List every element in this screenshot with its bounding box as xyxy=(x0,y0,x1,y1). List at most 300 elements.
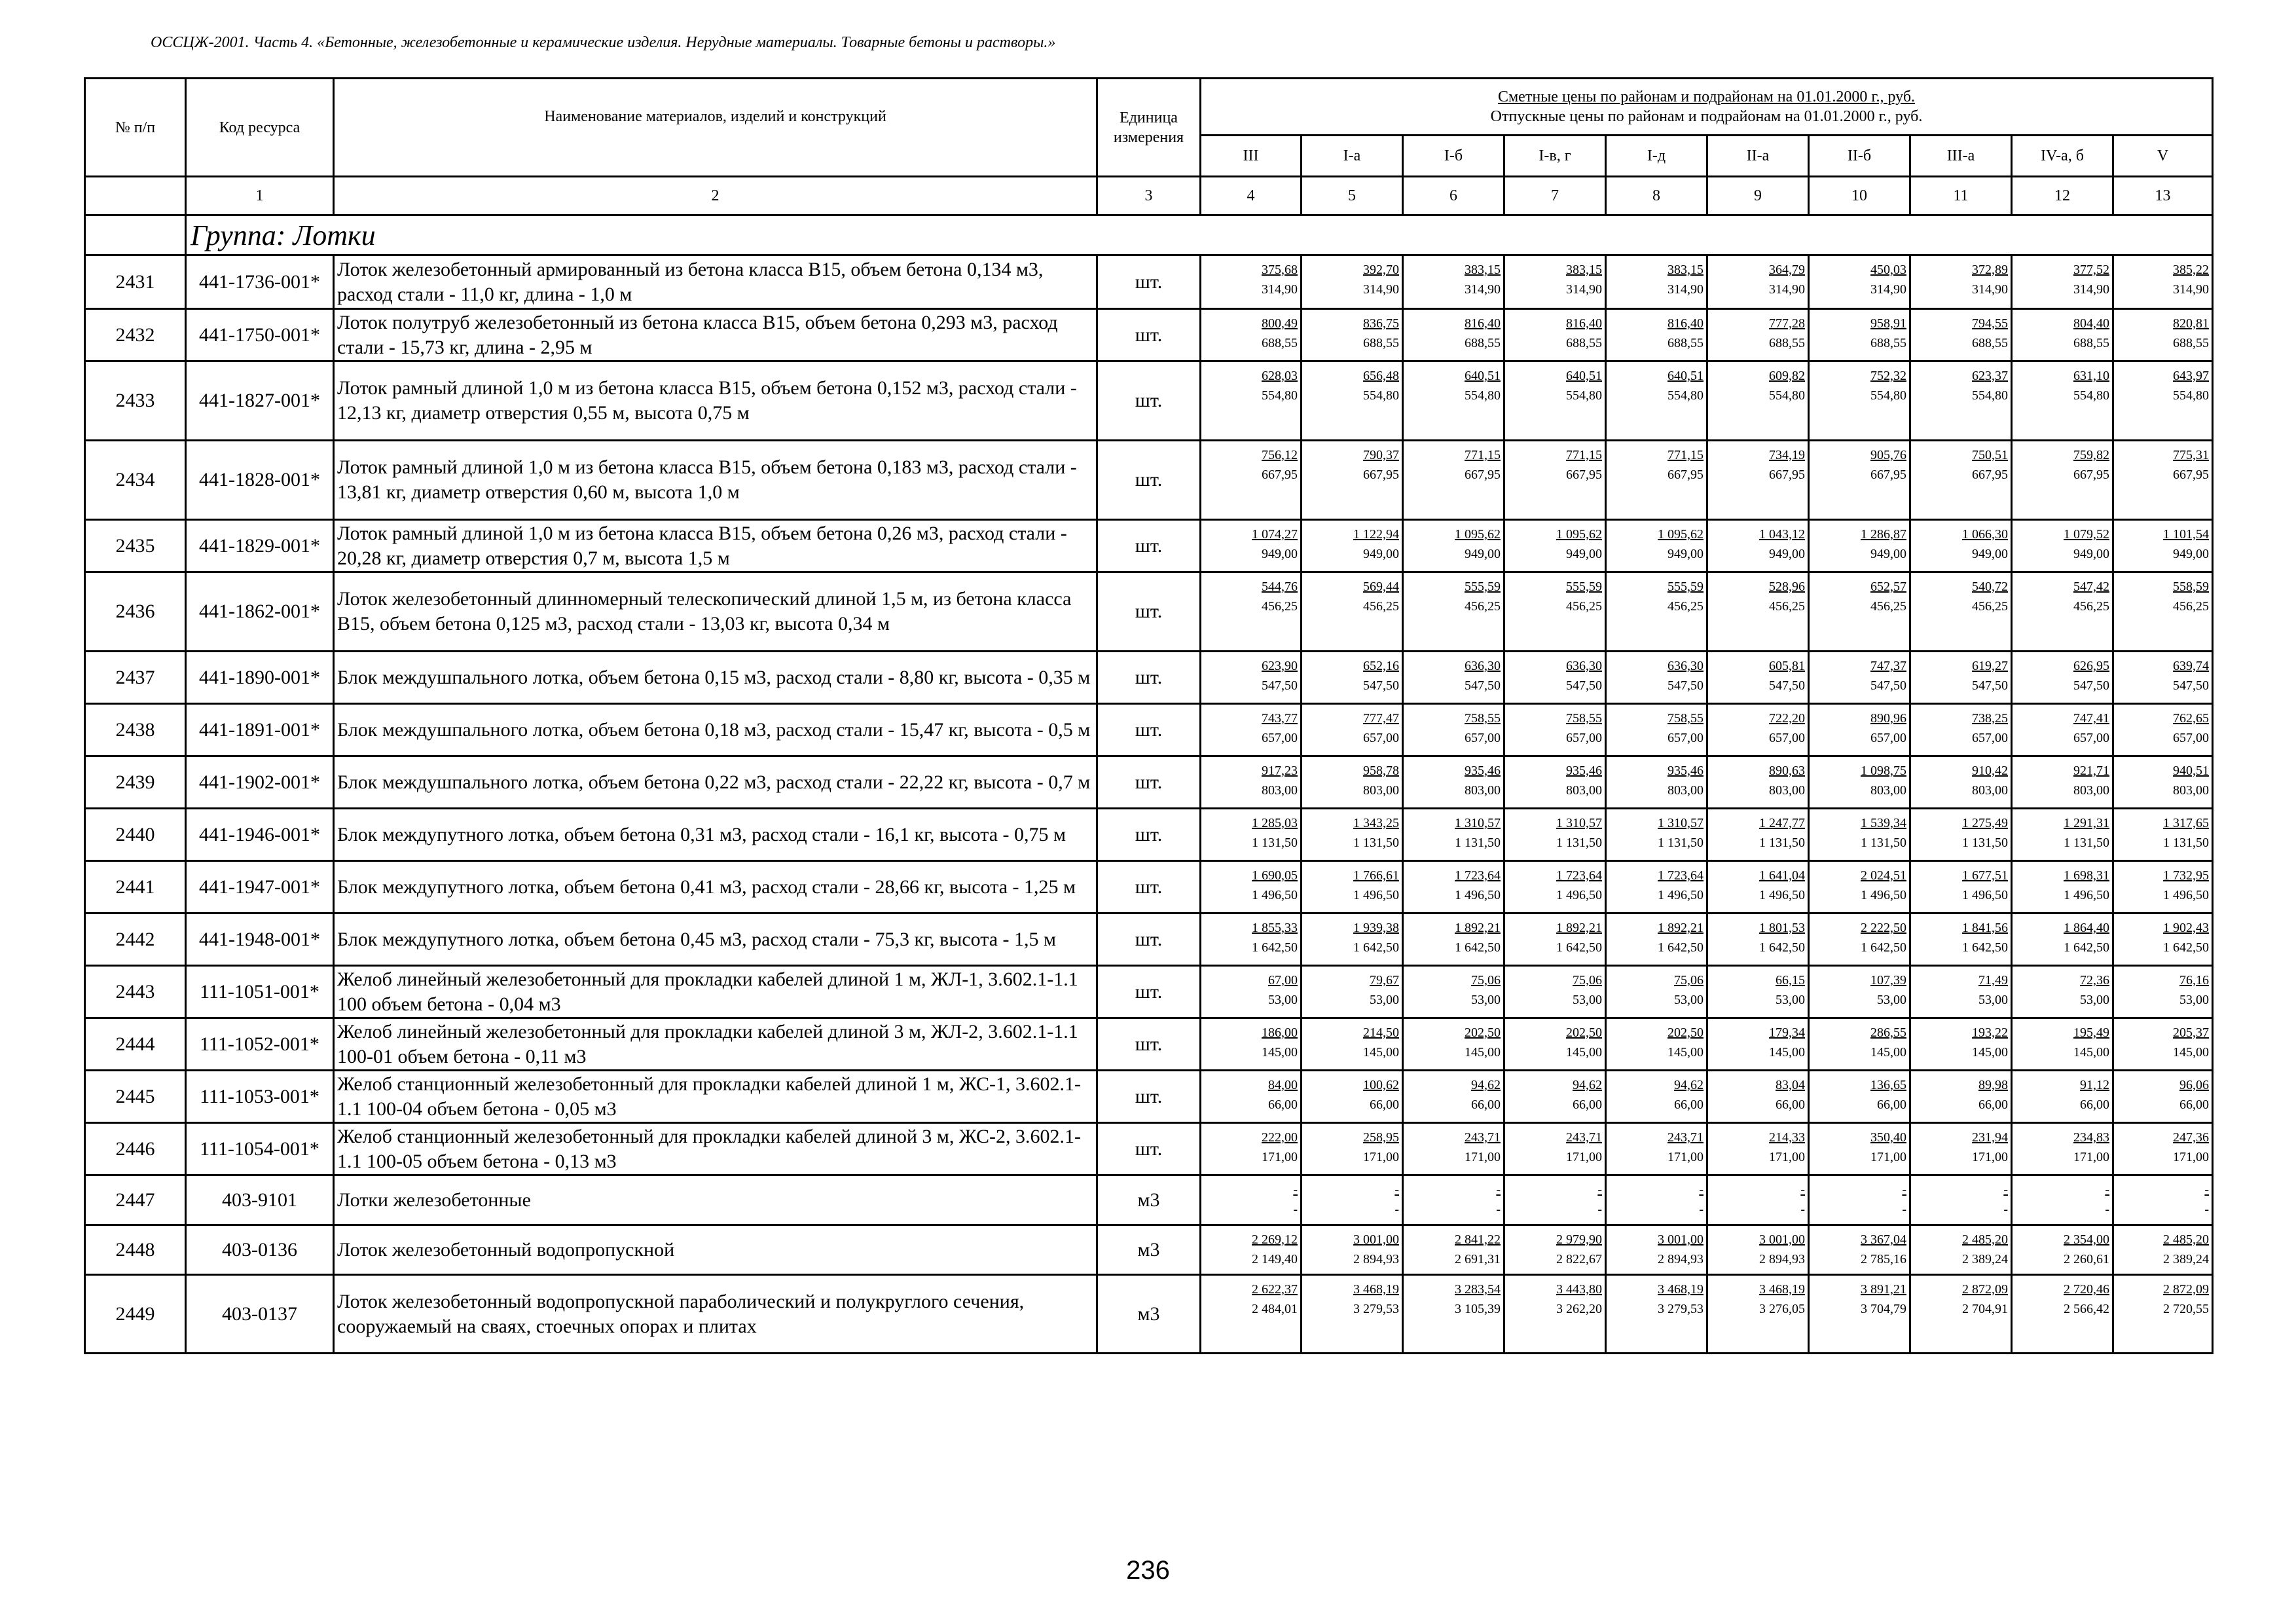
material-name: Желоб станционный железобетонный для прокладки кабелей длиной 3 м, ЖС-2, 3.602.1-1.1 100-05 объем бетона - 0,13 м3 xyxy=(334,1123,1097,1175)
price-cell xyxy=(1606,1071,1707,1123)
release-price: 1 642,50 xyxy=(1759,940,1805,955)
price-cell xyxy=(1809,1175,1910,1225)
price-cell xyxy=(1504,572,1606,652)
price-cell xyxy=(1302,572,1403,652)
estimate-price: 1 641,04 xyxy=(1759,868,1805,883)
price-cell xyxy=(2113,520,2213,572)
estimate-price: 383,15 xyxy=(1465,263,1501,277)
estimate-price: 758,55 xyxy=(1667,711,1704,726)
row-number: 2444 xyxy=(85,1018,186,1071)
price-cell xyxy=(1910,1275,2012,1354)
price-cell xyxy=(1606,966,1707,1018)
release-price: 2 720,55 xyxy=(2163,1302,2210,1316)
table-row xyxy=(85,255,2213,309)
release-price: 2 822,67 xyxy=(1556,1252,1602,1266)
resource-code: 441-1750-001* xyxy=(186,309,334,361)
unit-of-measure: шт. xyxy=(1097,1018,1201,1071)
material-name: Блок междупутного лотка, объем бетона 0,31 м3, расход стали - 16,1 кг, высота - 0,75 м xyxy=(334,809,1097,861)
estimate-price: 94,62 xyxy=(1573,1078,1602,1092)
release-price: 1 496,50 xyxy=(2064,888,2109,902)
release-price: 1 496,50 xyxy=(1556,888,1602,902)
price-cell xyxy=(1606,309,1707,361)
price-cell xyxy=(2113,309,2213,361)
release-price: 66,00 xyxy=(1877,1098,1906,1112)
price-cell xyxy=(1606,1018,1707,1071)
price-cell xyxy=(1403,1071,1504,1123)
column-number: 5 xyxy=(1302,177,1403,215)
estimate-price: - xyxy=(1597,1183,1602,1197)
price-cell xyxy=(2012,861,2113,913)
price-cell xyxy=(1910,1225,2012,1275)
price-cell xyxy=(1302,913,1403,966)
price-cell xyxy=(1504,1275,1606,1354)
row-number: 2431 xyxy=(85,255,186,309)
page-header: ОССЦЖ-2001. Часть 4. «Бетонные, железобетонные и керамические изделия. Нерудные материалы. Товарные бетоны и растворы.» xyxy=(151,34,1056,51)
unit-of-measure: шт. xyxy=(1097,861,1201,913)
price-cell xyxy=(1504,1071,1606,1123)
release-price: 1 496,50 xyxy=(1658,888,1704,902)
estimate-price: 375,68 xyxy=(1262,263,1298,277)
resource-code: 441-1891-001* xyxy=(186,704,334,756)
estimate-price: 1 855,33 xyxy=(1252,921,1298,935)
price-cell xyxy=(2113,361,2213,441)
price-cell xyxy=(2012,756,2113,809)
release-price: 3 105,39 xyxy=(1455,1302,1501,1316)
estimate-price: - xyxy=(1293,1183,1298,1197)
release-price: 1 131,50 xyxy=(2163,836,2210,850)
table-row xyxy=(85,1225,2213,1275)
estimate-price: 558,59 xyxy=(2173,580,2210,594)
estimate-price: 2 485,20 xyxy=(2163,1232,2210,1247)
price-cell xyxy=(1606,520,1707,572)
release-price: 949,00 xyxy=(1769,547,1805,561)
region-header: I-б xyxy=(1403,136,1504,177)
region-header: III-а xyxy=(1910,136,2012,177)
estimate-price: 921,71 xyxy=(2073,764,2109,778)
release-price: 803,00 xyxy=(2173,783,2210,798)
price-cell xyxy=(1403,966,1504,1018)
column-number: 7 xyxy=(1504,177,1606,215)
price-cell xyxy=(1504,361,1606,441)
release-price: 171,00 xyxy=(1667,1150,1704,1164)
estimate-price: 193,22 xyxy=(1972,1025,2008,1040)
estimate-price: 1 310,57 xyxy=(1556,816,1602,830)
release-price: 1 642,50 xyxy=(1861,940,1906,955)
release-price: - xyxy=(1800,1202,1805,1217)
estimate-price: 1 043,12 xyxy=(1759,527,1805,542)
release-price: 66,00 xyxy=(2080,1098,2109,1112)
column-number: 8 xyxy=(1606,177,1707,215)
estimate-price: 107,39 xyxy=(1870,973,1906,987)
release-price: 1 131,50 xyxy=(1759,836,1805,850)
release-price: 1 496,50 xyxy=(2163,888,2210,902)
column-number: 9 xyxy=(1707,177,1809,215)
estimate-price: 2 024,51 xyxy=(1861,868,1906,883)
price-cell xyxy=(2012,652,2113,704)
price-cell xyxy=(2113,1275,2213,1354)
table-row xyxy=(85,361,2213,441)
release-price: 657,00 xyxy=(1667,731,1704,745)
estimate-price: 1 101,54 xyxy=(2163,527,2210,542)
price-cell xyxy=(1606,441,1707,520)
unit-of-measure: шт. xyxy=(1097,255,1201,309)
material-name: Лоток железобетонный армированный из бетона класса В15, объем бетона 0,134 м3, расход стали - 11,0 кг, длина - 1,0 м xyxy=(334,255,1097,309)
release-price: 547,50 xyxy=(1465,678,1501,693)
release-price: 314,90 xyxy=(1769,282,1805,297)
estimate-price: 555,59 xyxy=(1667,580,1704,594)
price-cell xyxy=(1504,255,1606,309)
price-cell xyxy=(2113,652,2213,704)
estimate-price: 771,15 xyxy=(1566,448,1602,462)
material-name: Лоток железобетонный водопропускной xyxy=(334,1225,1097,1275)
estimate-price: 800,49 xyxy=(1262,316,1298,331)
price-cell xyxy=(2012,520,2113,572)
price-cell xyxy=(1302,704,1403,756)
material-name: Лоток рамный длиной 1,0 м из бетона класса В15, объем бетона 0,183 м3, расход стали - 13,81 кг, диаметр отверстия 0,60 м, высота 1,0 м xyxy=(334,441,1097,520)
price-cell xyxy=(2113,913,2213,966)
estimate-price: 759,82 xyxy=(2073,448,2109,462)
unit-of-measure: шт. xyxy=(1097,966,1201,1018)
release-price: 657,00 xyxy=(1972,731,2008,745)
price-cell xyxy=(1504,1018,1606,1071)
release-price: 1 496,50 xyxy=(1861,888,1906,902)
release-price: 171,00 xyxy=(1363,1150,1399,1164)
release-price: 657,00 xyxy=(1769,731,1805,745)
price-cell xyxy=(2012,966,2113,1018)
release-price: 1 131,50 xyxy=(1861,836,1906,850)
estimate-price: 2 222,50 xyxy=(1861,921,1906,935)
release-price: 2 260,61 xyxy=(2064,1252,2109,1266)
estimate-price: 76,16 xyxy=(2179,973,2210,987)
release-price: 667,95 xyxy=(1667,468,1704,482)
price-cell xyxy=(2012,1071,2113,1123)
material-name: Желоб линейный железобетонный для прокладки кабелей длиной 1 м, ЖЛ-1, 3.602.1-1.1 100 объем бетона - 0,04 м3 xyxy=(334,966,1097,1018)
estimate-price: 1 095,62 xyxy=(1556,527,1602,542)
estimate-price: 243,71 xyxy=(1566,1130,1602,1145)
release-price: 1 131,50 xyxy=(1658,836,1704,850)
release-price: 314,90 xyxy=(1363,282,1399,297)
release-price: 1 642,50 xyxy=(1556,940,1602,955)
price-cell xyxy=(1201,1225,1302,1275)
price-cell xyxy=(2012,704,2113,756)
estimate-price: 747,37 xyxy=(1870,659,1906,673)
row-number: 2448 xyxy=(85,1225,186,1275)
price-cell xyxy=(1504,1123,1606,1175)
release-price: 53,00 xyxy=(2179,993,2210,1007)
release-price: 456,25 xyxy=(2073,599,2109,614)
price-cell xyxy=(1606,704,1707,756)
material-name: Блок междушпального лотка, объем бетона 0,15 м3, расход стали - 8,80 кг, высота - 0,35 м xyxy=(334,652,1097,704)
price-cell xyxy=(2113,1175,2213,1225)
estimate-price: 1 732,95 xyxy=(2163,868,2210,883)
estimate-price: 958,91 xyxy=(1870,316,1906,331)
release-price: 657,00 xyxy=(2173,731,2210,745)
price-cell xyxy=(1910,966,2012,1018)
release-price: 1 131,50 xyxy=(1455,836,1501,850)
price-cell xyxy=(1201,1175,1302,1225)
release-price: 53,00 xyxy=(1877,993,1906,1007)
resource-code: 111-1051-001* xyxy=(186,966,334,1018)
unit-of-measure: м3 xyxy=(1097,1275,1201,1354)
release-price: 145,00 xyxy=(1566,1045,1602,1060)
release-price: 803,00 xyxy=(1363,783,1399,798)
table-row xyxy=(85,441,2213,520)
estimate-price: 1 698,31 xyxy=(2064,868,2109,883)
price-cell xyxy=(2113,861,2213,913)
estimate-price: 1 095,62 xyxy=(1658,527,1704,542)
row-number: 2447 xyxy=(85,1175,186,1225)
unit-of-measure: шт. xyxy=(1097,756,1201,809)
prices-release-label: Отпускные цены по районам и подрайонам на 01.01.2000 г., руб. xyxy=(1490,108,1923,125)
release-price: 554,80 xyxy=(1769,388,1805,403)
release-price: 547,50 xyxy=(1566,678,1602,693)
estimate-price: 179,34 xyxy=(1769,1025,1805,1040)
estimate-price: 1 892,21 xyxy=(1658,921,1704,935)
col-unit-header: Единица измерения xyxy=(1097,79,1201,177)
estimate-price: 1 079,52 xyxy=(2064,527,2109,542)
estimate-price: 89,98 xyxy=(1978,1078,2008,1092)
release-price: 66,00 xyxy=(1471,1098,1501,1112)
price-cell xyxy=(1910,309,2012,361)
estimate-price: 756,12 xyxy=(1262,448,1298,462)
price-cell xyxy=(1201,361,1302,441)
price-cell xyxy=(1606,913,1707,966)
estimate-price: - xyxy=(1902,1183,1906,1197)
estimate-price: 1 723,64 xyxy=(1455,868,1501,883)
estimate-price: 555,59 xyxy=(1566,580,1602,594)
table-row xyxy=(85,520,2213,572)
estimate-price: 3 468,19 xyxy=(1658,1282,1704,1297)
row-number: 2443 xyxy=(85,966,186,1018)
price-cell xyxy=(1910,913,2012,966)
price-cell xyxy=(1201,913,1302,966)
release-price: 1 642,50 xyxy=(1353,940,1399,955)
estimate-price: 958,78 xyxy=(1363,764,1399,778)
release-price: 1 131,50 xyxy=(1962,836,2008,850)
estimate-price: 79,67 xyxy=(1370,973,1399,987)
release-price: 456,25 xyxy=(2173,599,2210,614)
estimate-price: 743,77 xyxy=(1262,711,1298,726)
page-number: 236 xyxy=(1126,1556,1170,1585)
estimate-price: 3 367,04 xyxy=(1861,1232,1906,1247)
release-price: - xyxy=(1293,1202,1298,1217)
release-price: 53,00 xyxy=(1776,993,1805,1007)
material-name: Лотки железобетонные xyxy=(334,1175,1097,1225)
estimate-price: - xyxy=(1496,1183,1501,1197)
release-price: 667,95 xyxy=(1769,468,1805,482)
release-price: 53,00 xyxy=(1674,993,1704,1007)
price-cell xyxy=(2012,1018,2113,1071)
release-price: - xyxy=(2105,1202,2109,1217)
estimate-price: 640,51 xyxy=(1566,369,1602,383)
group-row-spacer xyxy=(85,215,186,255)
release-price: 53,00 xyxy=(1471,993,1501,1007)
row-number: 2435 xyxy=(85,520,186,572)
estimate-price: 722,20 xyxy=(1769,711,1805,726)
row-number: 2436 xyxy=(85,572,186,652)
release-price: 314,90 xyxy=(2073,282,2109,297)
estimate-price: 917,23 xyxy=(1262,764,1298,778)
price-cell xyxy=(2113,756,2213,809)
price-cell xyxy=(1707,704,1809,756)
price-cell xyxy=(1809,652,1910,704)
price-cell xyxy=(1809,1018,1910,1071)
resource-code: 403-9101 xyxy=(186,1175,334,1225)
release-price: 66,00 xyxy=(1268,1098,1298,1112)
release-price: 2 389,24 xyxy=(2163,1252,2210,1266)
price-cell xyxy=(1403,520,1504,572)
resource-code: 441-1736-001* xyxy=(186,255,334,309)
price-cell xyxy=(1201,520,1302,572)
price-cell xyxy=(1606,1123,1707,1175)
price-cell xyxy=(1302,309,1403,361)
estimate-price: 777,47 xyxy=(1363,711,1399,726)
release-price: 171,00 xyxy=(1972,1150,2008,1164)
estimate-price: 1 286,87 xyxy=(1861,527,1906,542)
estimate-price: 234,83 xyxy=(2073,1130,2109,1145)
material-name: Лоток рамный длиной 1,0 м из бетона класса В15, объем бетона 0,26 м3, расход стали - 20,28 кг, диаметр отверстия 0,7 м, высота 1,5 м xyxy=(334,520,1097,572)
estimate-price: 836,75 xyxy=(1363,316,1399,331)
release-price: 171,00 xyxy=(2173,1150,2210,1164)
release-price: 688,55 xyxy=(1566,336,1602,350)
estimate-price: 940,51 xyxy=(2173,764,2210,778)
release-price: 667,95 xyxy=(1972,468,2008,482)
unit-of-measure: шт. xyxy=(1097,1123,1201,1175)
estimate-price: 734,19 xyxy=(1769,448,1805,462)
estimate-price: 195,49 xyxy=(2073,1025,2109,1040)
price-cell xyxy=(1403,441,1504,520)
price-cell xyxy=(1910,1123,2012,1175)
release-price: 2 894,93 xyxy=(1759,1252,1805,1266)
estimate-price: 258,95 xyxy=(1363,1130,1399,1145)
release-price: 2 785,16 xyxy=(1861,1252,1906,1266)
price-cell xyxy=(1910,1071,2012,1123)
release-price: 554,80 xyxy=(1870,388,1906,403)
price-cell xyxy=(1504,756,1606,809)
release-price: 3 279,53 xyxy=(1353,1302,1399,1316)
row-number: 2438 xyxy=(85,704,186,756)
price-cell xyxy=(1504,441,1606,520)
release-price: 145,00 xyxy=(1972,1045,2008,1060)
region-header: V xyxy=(2113,136,2213,177)
price-cell xyxy=(1809,520,1910,572)
price-cell xyxy=(1606,652,1707,704)
estimate-price: 1 892,21 xyxy=(1556,921,1602,935)
region-header: I-а xyxy=(1302,136,1403,177)
release-price: 456,25 xyxy=(1262,599,1298,614)
price-cell xyxy=(2113,1225,2213,1275)
release-price: 688,55 xyxy=(1465,336,1501,350)
estimate-price: 1 247,77 xyxy=(1759,816,1805,830)
estimate-price: 1 310,57 xyxy=(1658,816,1704,830)
estimate-price: 652,57 xyxy=(1870,580,1906,594)
price-cell xyxy=(1403,255,1504,309)
price-cell xyxy=(1201,966,1302,1018)
price-cell xyxy=(1504,913,1606,966)
estimate-price: 656,48 xyxy=(1363,369,1399,383)
column-number: 3 xyxy=(1097,177,1201,215)
estimate-price: 1 841,56 xyxy=(1962,921,2008,935)
release-price: 547,50 xyxy=(1769,678,1805,693)
price-cell xyxy=(1910,441,2012,520)
estimate-price: 636,30 xyxy=(1465,659,1501,673)
release-price: - xyxy=(2204,1202,2210,1217)
estimate-price: 1 690,05 xyxy=(1252,868,1298,883)
price-cell xyxy=(1809,861,1910,913)
price-cell xyxy=(1201,309,1302,361)
estimate-price: 1 723,64 xyxy=(1556,868,1602,883)
unit-of-measure: м3 xyxy=(1097,1225,1201,1275)
material-name: Блок междупутного лотка, объем бетона 0,41 м3, расход стали - 28,66 кг, высота - 1,25 м xyxy=(334,861,1097,913)
release-price: 53,00 xyxy=(1978,993,2008,1007)
material-name: Блок междушпального лотка, объем бетона 0,18 м3, расход стали - 15,47 кг, высота - 0,5 м xyxy=(334,704,1097,756)
resource-code: 441-1902-001* xyxy=(186,756,334,809)
estimate-price: 364,79 xyxy=(1769,263,1805,277)
estimate-price: 2 269,12 xyxy=(1252,1232,1298,1247)
release-price: 667,95 xyxy=(1566,468,1602,482)
release-price: 688,55 xyxy=(1972,336,2008,350)
price-cell xyxy=(1504,704,1606,756)
estimate-price: 377,52 xyxy=(2073,263,2109,277)
release-price: - xyxy=(1699,1202,1704,1217)
price-cell xyxy=(1504,809,1606,861)
estimate-price: 1 285,03 xyxy=(1252,816,1298,830)
resource-code: 403-0137 xyxy=(186,1275,334,1354)
price-cell xyxy=(1201,572,1302,652)
price-cell xyxy=(1910,756,2012,809)
release-price: 554,80 xyxy=(1667,388,1704,403)
price-cell xyxy=(2113,809,2213,861)
price-cell xyxy=(2012,572,2113,652)
price-cell xyxy=(1910,361,2012,441)
table-row xyxy=(85,809,2213,861)
release-price: 2 691,31 xyxy=(1455,1252,1501,1266)
release-price: 66,00 xyxy=(1573,1098,1602,1112)
price-cell xyxy=(1606,255,1707,309)
release-price: 456,25 xyxy=(1566,599,1602,614)
material-name: Желоб станционный железобетонный для прокладки кабелей длиной 1 м, ЖС-1, 3.602.1-1.1 100-04 объем бетона - 0,05 м3 xyxy=(334,1071,1097,1123)
estimate-price: 626,95 xyxy=(2073,659,2109,673)
price-cell xyxy=(1302,255,1403,309)
estimate-price: 3 468,19 xyxy=(1759,1282,1805,1297)
estimate-price: 605,81 xyxy=(1769,659,1805,673)
release-price: 688,55 xyxy=(2173,336,2210,350)
price-cell xyxy=(2012,255,2113,309)
price-cell xyxy=(1707,756,1809,809)
price-cell xyxy=(1606,361,1707,441)
release-price: 688,55 xyxy=(1262,336,1298,350)
price-cell xyxy=(1302,361,1403,441)
estimate-price: 2 622,37 xyxy=(1252,1282,1298,1297)
estimate-price: 450,03 xyxy=(1870,263,1906,277)
release-price: 657,00 xyxy=(1870,731,1906,745)
price-table xyxy=(84,77,2214,1354)
table-row xyxy=(85,652,2213,704)
release-price: 145,00 xyxy=(1870,1045,1906,1060)
group-row xyxy=(85,215,2213,255)
price-cell xyxy=(1302,652,1403,704)
release-price: 145,00 xyxy=(2173,1045,2210,1060)
release-price: 803,00 xyxy=(1465,783,1501,798)
estimate-price: 528,96 xyxy=(1769,580,1805,594)
release-price: 1 496,50 xyxy=(1962,888,2008,902)
estimate-price: 747,41 xyxy=(2073,711,2109,726)
release-price: 949,00 xyxy=(1363,547,1399,561)
release-price: 547,50 xyxy=(1262,678,1298,693)
release-price: 53,00 xyxy=(1573,993,1602,1007)
material-name: Блок междушпального лотка, объем бетона 0,22 м3, расход стали - 22,22 кг, высота - 0,7 м xyxy=(334,756,1097,809)
estimate-price: - xyxy=(1699,1183,1704,1197)
